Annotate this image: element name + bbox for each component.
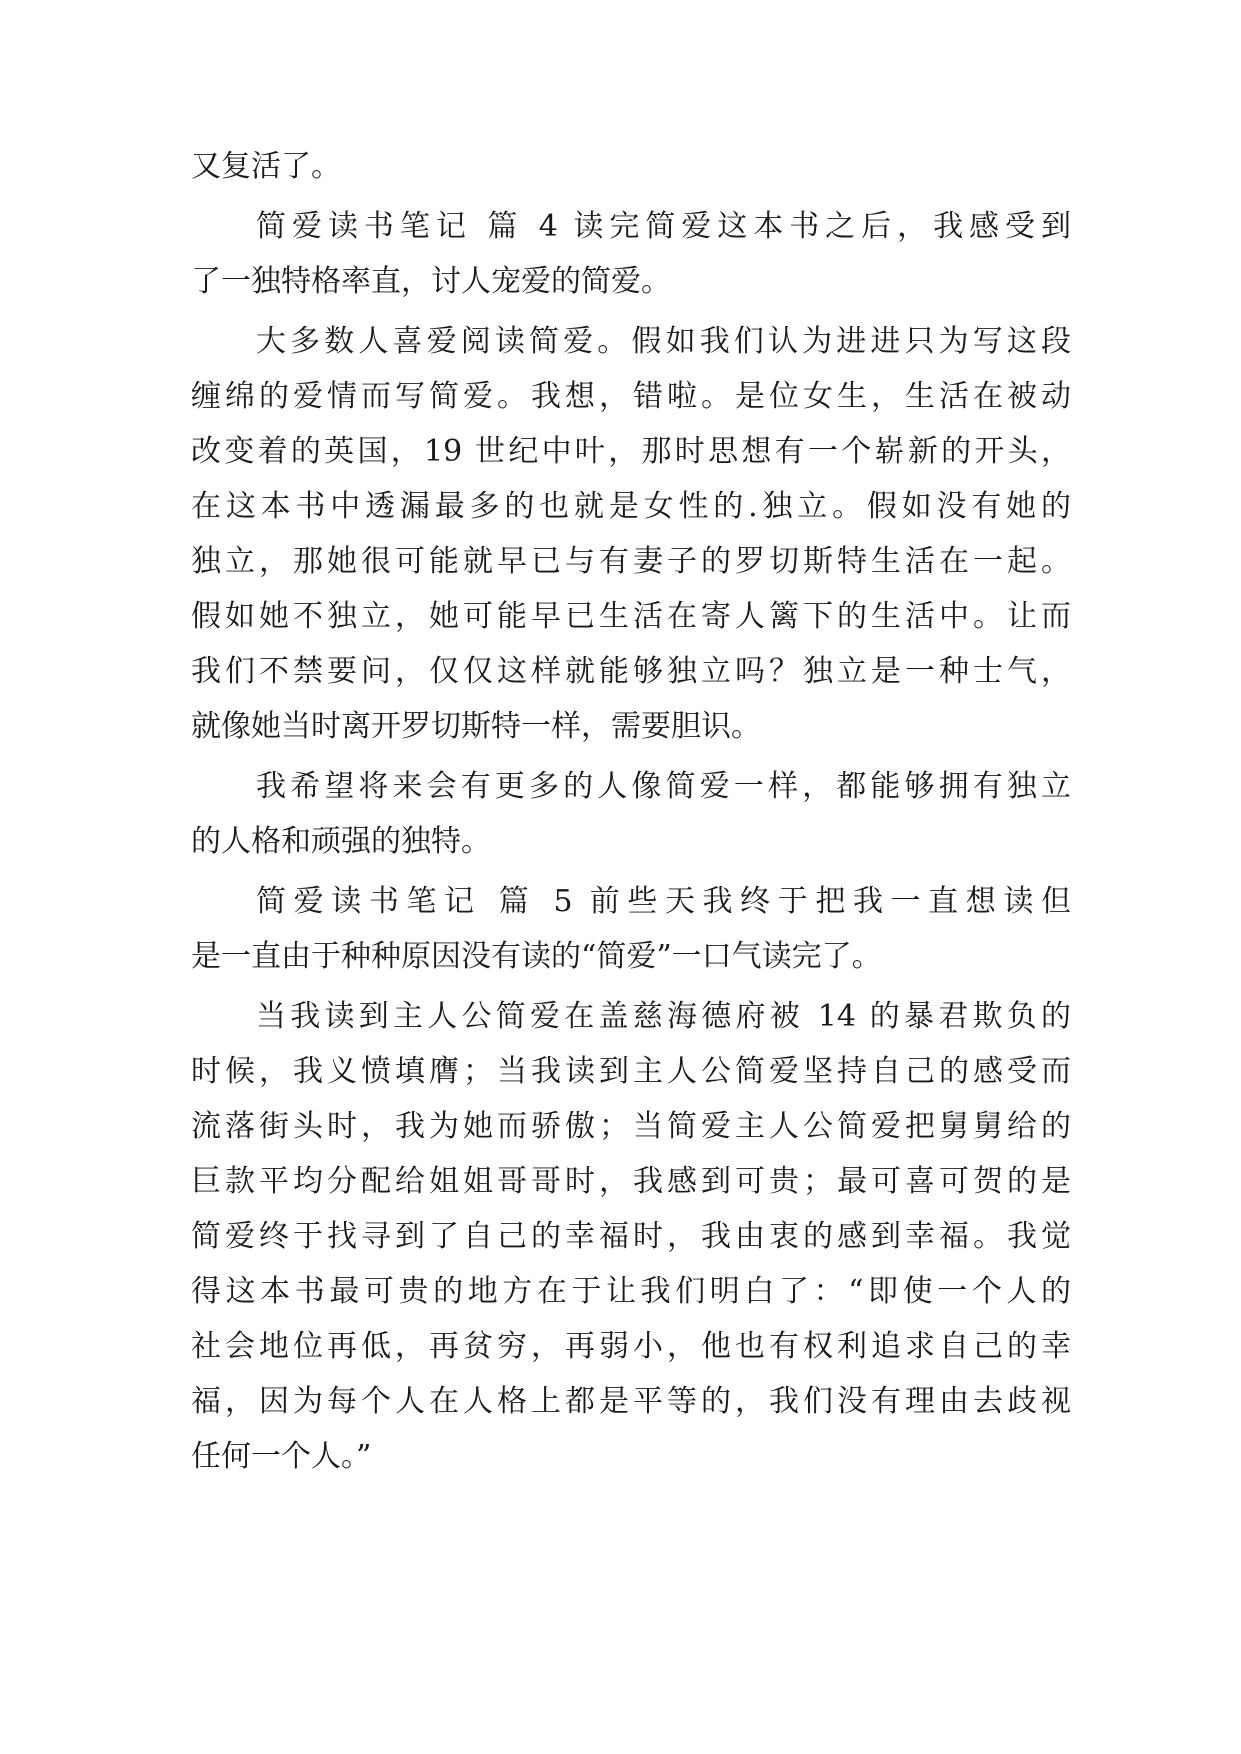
text-line: 我希望将来会有更多的人像简爱一样，都能够拥有独立 xyxy=(256,769,1071,804)
text-line: 大多数人喜爱阅读简爱。假如我们认为进进只为写这段 xyxy=(256,324,1071,359)
text-line: 就像她当时离开罗切斯特一样，需要胆识。 xyxy=(191,709,761,744)
text-line: 在这本书中透漏最多的也就是女性的.独立。假如没有她的 xyxy=(191,489,1071,524)
text-line: 任何一个人。” xyxy=(191,1439,372,1474)
text-line: 巨款平均分配给姐姐哥哥时，我感到可贵；最可喜可贺的是 xyxy=(191,1164,1071,1199)
heading-line: 简爱读书笔记 篇 4 读完简爱这本书之后，我感受到 xyxy=(256,209,1071,244)
text-line: 福，因为每个人在人格上都是平等的，我们没有理由去歧视 xyxy=(191,1384,1071,1419)
text-line: 又复活了。 xyxy=(191,149,341,184)
heading-line: 简爱读书笔记 篇 5 前些天我终于把我一直想读但 xyxy=(256,884,1071,919)
text-line: 我们不禁要问，仅仅这样就能够独立吗？独立是一种士气， xyxy=(191,654,1071,689)
text-line: 简爱终于找寻到了自己的幸福时，我由衷的感到幸福。我觉 xyxy=(191,1219,1071,1254)
text-line: 改变着的英国，19 世纪中叶，那时思想有一个崭新的开头， xyxy=(191,434,1071,469)
text-line: 缠绵的爱情而写简爱。我想，错啦。是位女生，生活在被动 xyxy=(191,379,1071,414)
text-line: 了一独特格率直，讨人宠爱的简爱。 xyxy=(191,264,671,299)
text-line: 流落街头时，我为她而骄傲；当简爱主人公简爱把舅舅给的 xyxy=(191,1109,1071,1144)
text-line: 独立，那她很可能就早已与有妻子的罗切斯特生活在一起。 xyxy=(191,544,1071,579)
text-line: 得这本书最可贵的地方在于让我们明白了：“即使一个人的 xyxy=(191,1274,1071,1309)
text-line: 时候，我义愤填膺；当我读到主人公简爱坚持自己的感受而 xyxy=(191,1054,1071,1089)
text-line: 当我读到主人公简爱在盖慈海德府被 14 的暴君欺负的 xyxy=(256,999,1071,1034)
text-line: 的人格和顽强的独特。 xyxy=(191,824,491,859)
text-line: 社会地位再低，再贫穷，再弱小，他也有权利追求自己的幸 xyxy=(191,1329,1071,1364)
text-line: 是一直由于种种原因没有读的“简爱”一口气读完了。 xyxy=(191,939,882,974)
text-line: 假如她不独立，她可能早已生活在寄人篱下的生活中。让而 xyxy=(191,599,1071,634)
